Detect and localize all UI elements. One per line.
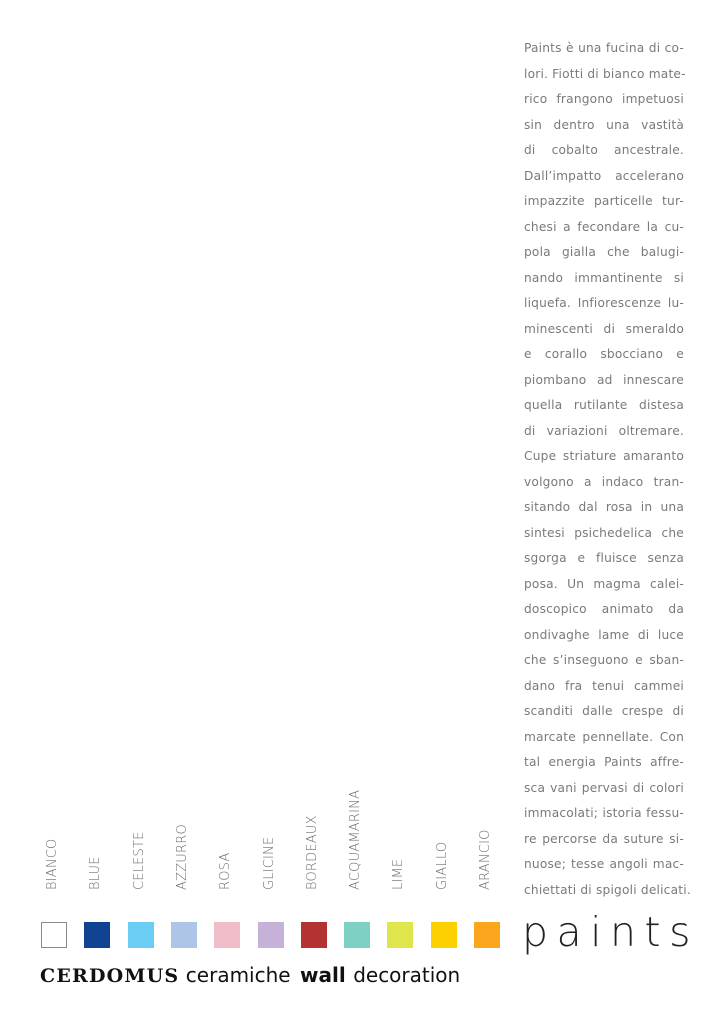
color-label-celeste	[132, 770, 152, 890]
collection-title: paints	[522, 908, 699, 956]
description-line: nando immantinente si	[524, 270, 684, 285]
color-label-text: GIALLO	[434, 841, 450, 890]
color-label-text: ARANCIO	[478, 829, 493, 890]
description-line: di cobalto ancestrale.	[524, 143, 684, 157]
color-swatch-celeste	[128, 922, 154, 948]
description-line: doscopico animato da	[524, 602, 684, 616]
brand-name: CERDOMUS	[40, 965, 180, 987]
color-label-text: ACQUAMARINA	[348, 789, 364, 890]
description-line: Cupe striature amaranto	[524, 449, 684, 463]
description-line: dano fra tenui cammei	[524, 678, 684, 693]
color-label-text: BIANCO	[45, 838, 60, 890]
description-line: che s’inseguono e sban-	[524, 653, 684, 667]
description-line: di variazioni oltremare.	[524, 423, 684, 438]
color-label-bianco	[45, 770, 65, 890]
description-line: sgorga e fluisce senza	[524, 551, 684, 565]
color-label-text: AZZURRO	[174, 824, 190, 890]
description-line: impazzite particelle tur-	[524, 194, 684, 208]
color-label-arancio	[478, 770, 498, 890]
description-line: scanditi dalle crespe di	[524, 704, 684, 718]
description-line: marcate pennellate. Con	[524, 729, 684, 744]
description-line: e corallo sbocciano e	[524, 347, 684, 361]
color-label-glicine	[262, 770, 282, 890]
description-line: re percorse da suture si-	[524, 831, 684, 846]
color-swatch-bordeaux	[301, 922, 327, 948]
brand-footer	[40, 960, 460, 990]
description-line: lori. Fiotti di bianco mate-	[524, 66, 686, 81]
tagline-ceramiche: ceramiche	[185, 963, 291, 987]
color-swatch-glicine	[258, 922, 284, 948]
color-label-giallo	[435, 770, 455, 890]
description-line: sitando dal rosa in una	[524, 500, 684, 514]
description-line: sintesi psichedelica che	[524, 525, 684, 540]
description-line: sin dentro una vastità	[524, 117, 684, 132]
color-swatch-blue	[84, 922, 110, 948]
tagline-wall: wall	[300, 963, 346, 987]
color-swatch-acquamarina	[344, 922, 370, 948]
color-swatch-arancio	[474, 922, 500, 948]
description-line: posa. Un magma calei-	[524, 576, 684, 591]
description-line: ondivaghe lame di luce	[524, 627, 684, 642]
description-line: minescenti di smeraldo	[524, 321, 684, 336]
color-swatch-giallo	[431, 922, 457, 948]
color-swatch-azzurro	[171, 922, 197, 948]
color-label-text: LIME	[391, 858, 407, 890]
description-line: chiettati di spigoli delicati.	[524, 882, 691, 897]
color-swatch-lime	[387, 922, 413, 948]
color-label-acquamarina	[348, 770, 368, 890]
description-line: chesi a fecondare la cu-	[524, 219, 684, 234]
description-text	[524, 36, 691, 903]
description-line: piombano ad innescare	[524, 372, 684, 387]
description-line: pola gialla che balugi-	[524, 245, 684, 259]
tagline-decoration: decoration	[353, 963, 461, 987]
description-line: tal energia Paints affre-	[524, 755, 684, 769]
color-label-blue	[88, 770, 108, 890]
color-label-azzurro	[175, 770, 195, 890]
description-line: Dall’impatto accelerano	[524, 168, 684, 183]
description-line: nuose; tesse angoli mac-	[524, 857, 684, 871]
color-label-bordeaux	[305, 770, 325, 890]
description-line: quella rutilante distesa	[524, 398, 684, 412]
description-line: immacolati; istoria fessu-	[524, 806, 684, 820]
description-line: volgono a indaco tran-	[524, 474, 684, 489]
color-swatch-bianco	[41, 922, 67, 948]
color-swatch-rosa	[214, 922, 240, 948]
color-label-lime	[391, 770, 411, 890]
description-line: rico frangono impetuosi	[524, 92, 684, 106]
color-label-text: BLUE	[88, 856, 104, 890]
color-label-rosa	[218, 770, 238, 890]
description-line: Paints è una fucina di co-	[524, 41, 684, 55]
description-line: sca vani pervasi di colori	[524, 780, 684, 795]
color-label-text: GLICINE	[261, 836, 277, 890]
color-label-text: ROSA	[218, 852, 234, 890]
color-label-text: CELESTE	[131, 831, 147, 890]
description-line: liquefa. Infiorescenze lu-	[524, 296, 684, 310]
color-label-text: BORDEAUX	[304, 815, 320, 890]
